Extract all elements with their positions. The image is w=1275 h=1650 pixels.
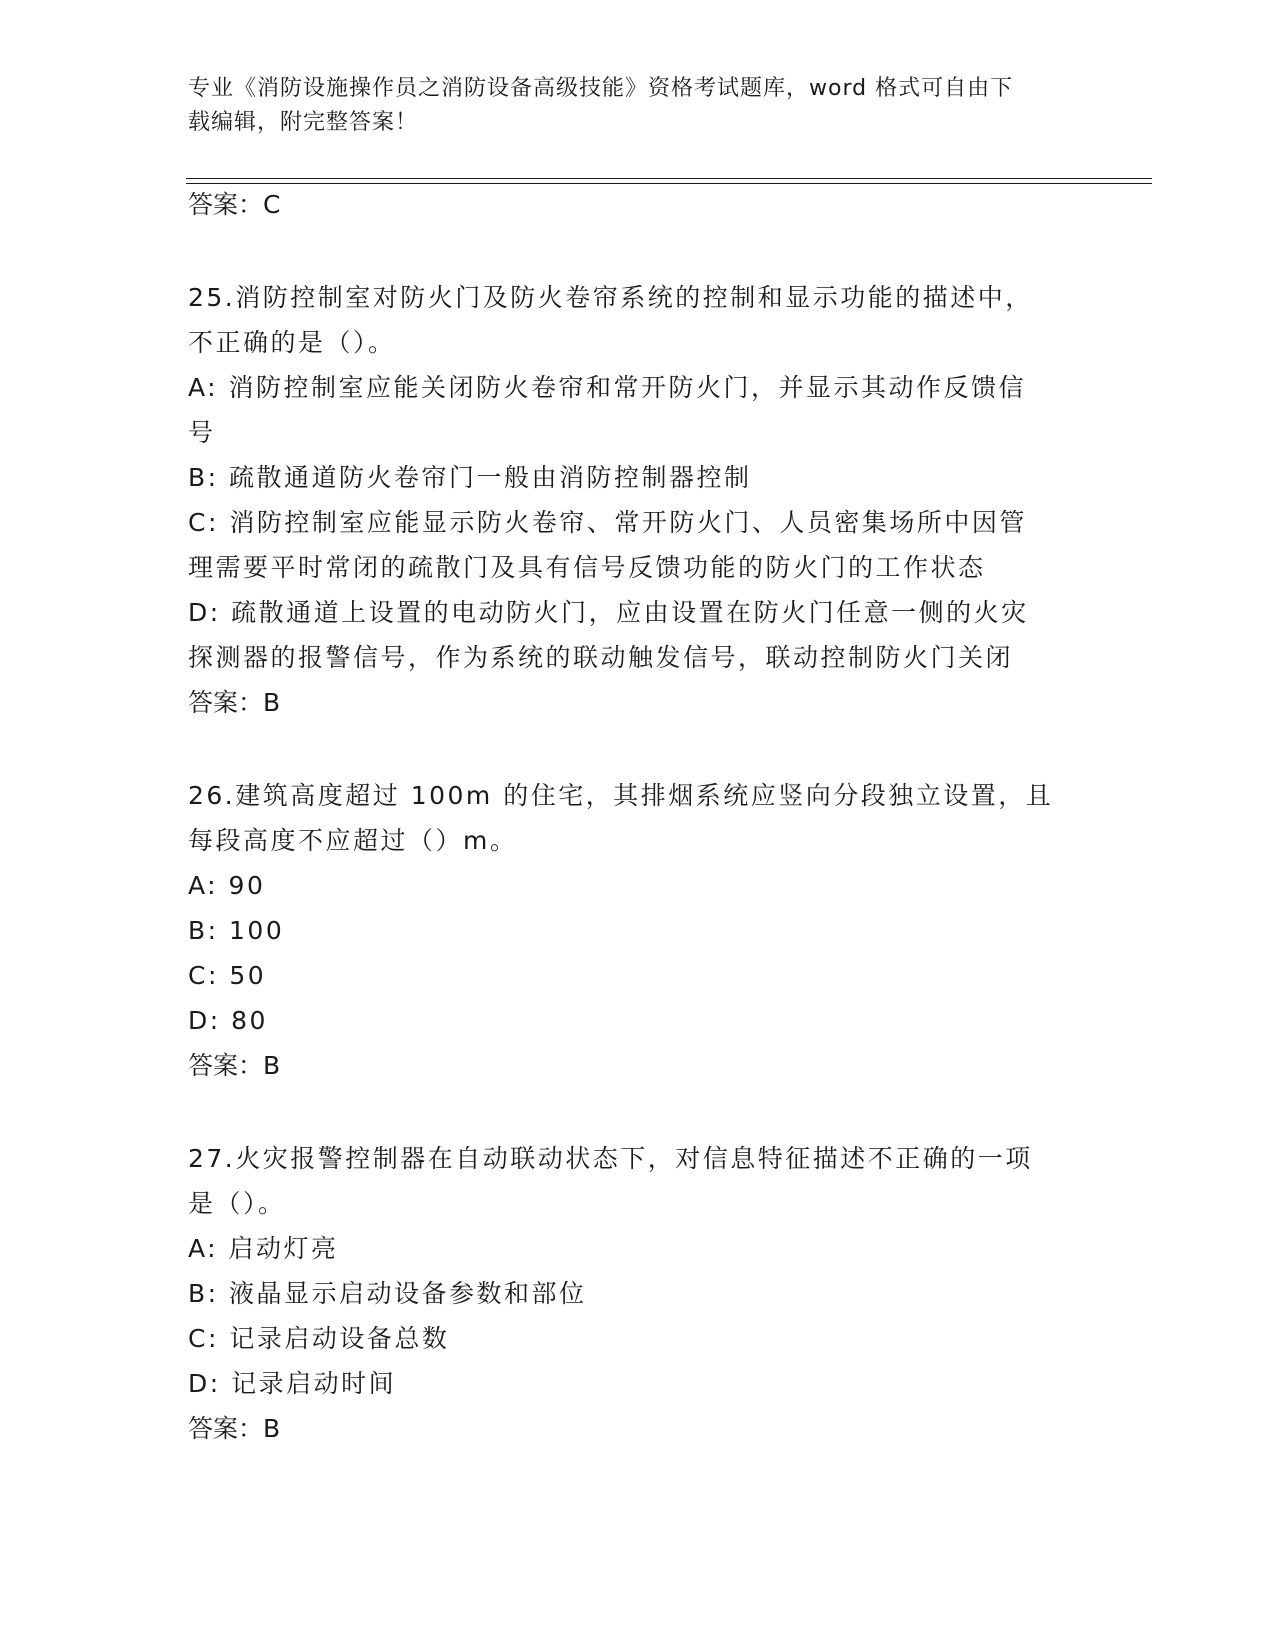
option-d: D: 记录启动时间 bbox=[188, 1369, 397, 1398]
option-c: C: 50 bbox=[188, 961, 267, 990]
question-25 bbox=[188, 275, 1088, 725]
option-c: C: 记录启动设备总数 bbox=[188, 1324, 450, 1353]
option-d: D: 80 bbox=[188, 1006, 268, 1035]
header-line-2: 载编辑，附完整答案！ bbox=[188, 110, 419, 135]
question-stem-line: 不正确的是（）。 bbox=[188, 328, 396, 357]
question-stem-line: 27.火灾报警控制器在自动联动状态下，对信息特征描述不正确的一项 bbox=[188, 1144, 1033, 1173]
question-26 bbox=[188, 773, 1088, 1088]
option-b: B: 疏散通道防火卷帘门一般由消防控制器控制 bbox=[188, 463, 752, 492]
question-27 bbox=[188, 1136, 1088, 1451]
header-line-1: 专业《消防设施操作员之消防设备高级技能》资格考试题库，word 格式可自由下 bbox=[188, 76, 1014, 101]
question-list bbox=[188, 186, 1088, 1451]
question-stem-line: 是（）。 bbox=[188, 1189, 286, 1218]
option-d-cont: 探测器的报警信号，作为系统的联动触发信号，联动控制防火门关闭 bbox=[188, 643, 1014, 672]
option-a: A: 消防控制室应能关闭防火卷帘和常开防火门，并显示其动作反馈信 bbox=[188, 373, 1027, 402]
option-d: D: 疏散通道上设置的电动防火门，应由设置在防火门任意一侧的火灾 bbox=[188, 598, 1029, 627]
answer-value: B bbox=[263, 1414, 281, 1443]
option-b: B: 液晶显示启动设备参数和部位 bbox=[188, 1279, 587, 1308]
option-c-cont: 理需要平时常闭的疏散门及具有信号反馈功能的防火门的工作状态 bbox=[188, 553, 986, 582]
option-a: A: 启动灯亮 bbox=[188, 1234, 339, 1263]
option-c: C: 消防控制室应能显示防火卷帘、常开防火门、人员密集场所中因管 bbox=[188, 508, 1027, 537]
answer-label: 答案： bbox=[188, 1051, 264, 1080]
header-rule-top bbox=[186, 178, 1152, 179]
answer-line bbox=[188, 680, 1088, 725]
answer-value: B bbox=[263, 688, 281, 717]
answer-value: C bbox=[263, 190, 281, 219]
answer-label: 答案： bbox=[188, 1414, 264, 1443]
question-stem-line: 26.建筑高度超过 100m 的住宅，其排烟系统应竖向分段独立设置，且 bbox=[188, 781, 1054, 810]
answer-label: 答案： bbox=[188, 688, 264, 717]
option-a: A: 90 bbox=[188, 871, 266, 900]
question-stem-line: 每段高度不应超过（）m。 bbox=[188, 826, 518, 855]
document-header bbox=[188, 72, 1068, 140]
option-b: B: 100 bbox=[188, 916, 285, 945]
answer-line bbox=[188, 1043, 1088, 1088]
question-stem-line: 25.消防控制室对防火门及防火卷帘系统的控制和显示功能的描述中， bbox=[188, 283, 1033, 312]
answer-line bbox=[188, 1406, 1088, 1451]
option-a-cont: 号 bbox=[188, 418, 216, 447]
answer-label: 答案： bbox=[188, 190, 264, 219]
answer-line-prev bbox=[188, 182, 1088, 227]
answer-value: B bbox=[263, 1051, 281, 1080]
